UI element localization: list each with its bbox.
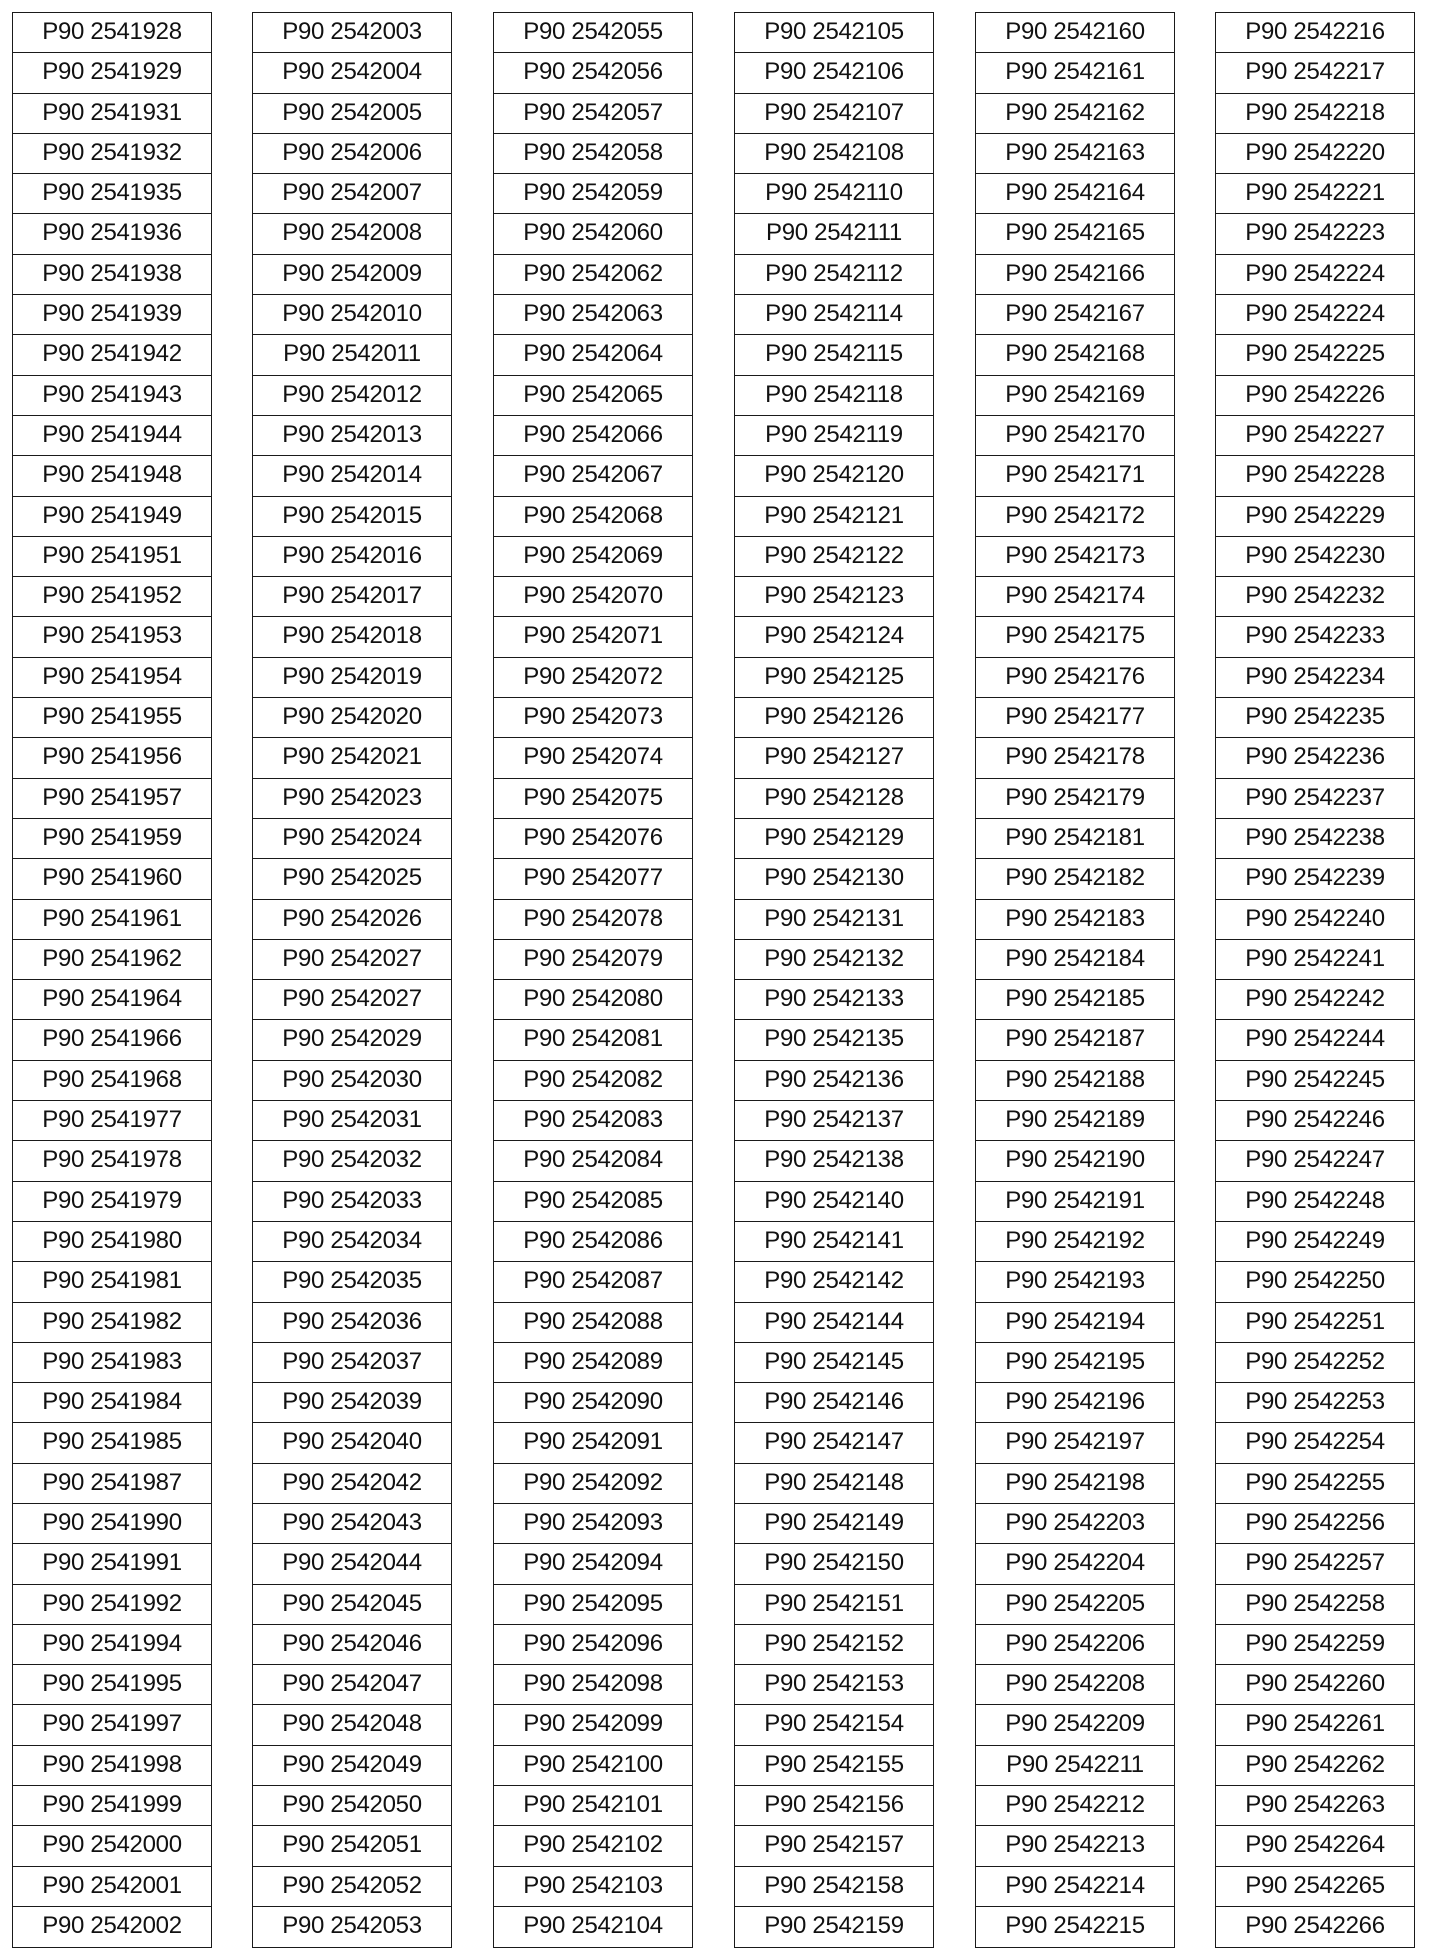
code-column-5 [975, 12, 1175, 1948]
code-cell: P90 2542187 [976, 1020, 1174, 1060]
code-cell: P90 2542069 [494, 537, 692, 577]
code-cell: P90 2542174 [976, 577, 1174, 617]
code-cell: P90 2542090 [494, 1383, 692, 1423]
code-cell: P90 2542176 [976, 658, 1174, 698]
code-cell: P90 2541931 [13, 94, 211, 134]
code-cell: P90 2542155 [735, 1746, 933, 1786]
code-cell: P90 2542258 [1216, 1585, 1414, 1625]
code-cell: P90 2542262 [1216, 1746, 1414, 1786]
code-cell: P90 2541977 [13, 1101, 211, 1141]
code-cell: P90 2541985 [13, 1423, 211, 1463]
code-cell: P90 2542259 [1216, 1625, 1414, 1665]
code-cell: P90 2542227 [1216, 416, 1414, 456]
code-cell: P90 2542249 [1216, 1222, 1414, 1262]
code-cell: P90 2541987 [13, 1464, 211, 1504]
code-cell: P90 2542052 [253, 1867, 451, 1907]
code-cell: P90 2542065 [494, 376, 692, 416]
code-cell: P90 2542168 [976, 335, 1174, 375]
code-cell: P90 2542031 [253, 1101, 451, 1141]
code-cell: P90 2542119 [735, 416, 933, 456]
code-cell: P90 2542064 [494, 335, 692, 375]
code-cell: P90 2542085 [494, 1182, 692, 1222]
code-cell: P90 2542035 [253, 1262, 451, 1302]
code-cell: P90 2542040 [253, 1423, 451, 1463]
code-cell: P90 2542131 [735, 900, 933, 940]
code-cell: P90 2541982 [13, 1303, 211, 1343]
code-cell: P90 2542044 [253, 1544, 451, 1584]
code-cell: P90 2542193 [976, 1262, 1174, 1302]
code-cell: P90 2542224 [1216, 295, 1414, 335]
code-cell: P90 2542105 [735, 13, 933, 53]
code-cell: P90 2542144 [735, 1303, 933, 1343]
code-cell: P90 2542215 [1005, 1911, 1145, 1939]
code-cell: P90 2542161 [976, 53, 1174, 93]
code-cell: P90 2542127 [735, 738, 933, 778]
code-cell: P90 2541991 [13, 1544, 211, 1584]
code-cell: P90 2541944 [13, 416, 211, 456]
code-cell: P90 2542079 [494, 940, 692, 980]
code-cell: P90 2542060 [494, 214, 692, 254]
code-cell: P90 2541935 [13, 174, 211, 214]
code-cell: P90 2542059 [494, 174, 692, 214]
code-cell: P90 2541932 [13, 134, 211, 174]
code-cell: P90 2542172 [976, 497, 1174, 537]
code-cell: P90 2542002 [42, 1911, 182, 1939]
code-cell: P90 2542046 [253, 1625, 451, 1665]
code-cell: P90 2542224 [1216, 255, 1414, 295]
code-cell: P90 2542037 [253, 1343, 451, 1383]
code-cell: P90 2542182 [976, 859, 1174, 899]
code-cell: P90 2541995 [13, 1665, 211, 1705]
code-cell: P90 2542000 [13, 1826, 211, 1866]
code-cell: P90 2542027 [253, 980, 451, 1020]
code-cell: P90 2542191 [976, 1182, 1174, 1222]
code-cell: P90 2542158 [735, 1867, 933, 1907]
code-cell: P90 2542206 [976, 1625, 1174, 1665]
code-cell: P90 2542261 [1216, 1705, 1414, 1745]
code-cell: P90 2541960 [13, 859, 211, 899]
code-cell: P90 2542220 [1216, 134, 1414, 174]
code-cell: P90 2542045 [253, 1585, 451, 1625]
code-cell: P90 2542189 [976, 1101, 1174, 1141]
code-cell: P90 2542244 [1216, 1020, 1414, 1060]
code-cell: P90 2542086 [494, 1222, 692, 1262]
code-cell: P90 2542241 [1216, 940, 1414, 980]
code-cell: P90 2542024 [253, 819, 451, 859]
code-cell: P90 2542175 [976, 617, 1174, 657]
code-cell: P90 2541959 [13, 819, 211, 859]
code-cell: P90 2542014 [253, 456, 451, 496]
code-cell: P90 2542225 [1216, 335, 1414, 375]
code-cell: P90 2542103 [494, 1867, 692, 1907]
code-cell: P90 2542213 [976, 1826, 1174, 1866]
code-cell: P90 2542229 [1216, 497, 1414, 537]
code-cell: P90 2542236 [1216, 738, 1414, 778]
code-cell: P90 2542190 [976, 1141, 1174, 1181]
code-cell: P90 2542188 [976, 1061, 1174, 1101]
code-cell: P90 2542195 [976, 1343, 1174, 1383]
code-cell: P90 2542228 [1216, 456, 1414, 496]
code-cell: P90 2542234 [1216, 658, 1414, 698]
code-cell: P90 2541939 [13, 295, 211, 335]
code-cell: P90 2542036 [253, 1303, 451, 1343]
code-cell: P90 2542183 [976, 900, 1174, 940]
code-cell: P90 2541943 [13, 376, 211, 416]
code-cell: P90 2542093 [494, 1504, 692, 1544]
code-cell: P90 2542124 [735, 617, 933, 657]
code-cell: P90 2542197 [976, 1423, 1174, 1463]
code-cell: P90 2542177 [976, 698, 1174, 738]
code-cell: P90 2542071 [494, 617, 692, 657]
code-cell: P90 2541981 [13, 1262, 211, 1302]
code-cell: P90 2542266 [1245, 1911, 1385, 1939]
code-cell: P90 2541984 [13, 1383, 211, 1423]
code-cell: P90 2541997 [13, 1705, 211, 1745]
code-cell: P90 2542132 [735, 940, 933, 980]
code-cell: P90 2542185 [976, 980, 1174, 1020]
code-cell: P90 2542025 [253, 859, 451, 899]
code-cell: P90 2542171 [976, 456, 1174, 496]
code-cell: P90 2542082 [494, 1061, 692, 1101]
code-cell: P90 2542152 [735, 1625, 933, 1665]
code-cell: P90 2542194 [976, 1303, 1174, 1343]
code-cell: P90 2541953 [13, 617, 211, 657]
code-cell: P90 2542212 [976, 1786, 1174, 1826]
code-cell: P90 2542138 [735, 1141, 933, 1181]
code-cell: P90 2542106 [735, 53, 933, 93]
code-cell: P90 2542055 [494, 13, 692, 53]
code-cell: P90 2542153 [735, 1665, 933, 1705]
code-cell: P90 2542019 [253, 658, 451, 698]
code-cell: P90 2541964 [13, 980, 211, 1020]
code-cell: P90 2542126 [735, 698, 933, 738]
code-cell: P90 2541949 [13, 497, 211, 537]
code-cell: P90 2542021 [253, 738, 451, 778]
code-cell: P90 2542092 [494, 1464, 692, 1504]
code-cell: P90 2542216 [1216, 13, 1414, 53]
code-cell: P90 2542130 [735, 859, 933, 899]
code-cell: P90 2542051 [253, 1826, 451, 1866]
code-cell: P90 2542102 [494, 1826, 692, 1866]
code-cell: P90 2542128 [735, 779, 933, 819]
code-cell: P90 2541962 [13, 940, 211, 980]
code-cell: P90 2542167 [976, 295, 1174, 335]
code-cell: P90 2542135 [735, 1020, 933, 1060]
code-cell: P90 2542264 [1216, 1826, 1414, 1866]
code-cell: P90 2542058 [494, 134, 692, 174]
code-cell: P90 2542265 [1216, 1867, 1414, 1907]
code-cell: P90 2541957 [13, 779, 211, 819]
code-cell: P90 2542263 [1216, 1786, 1414, 1826]
code-cell: P90 2542072 [494, 658, 692, 698]
code-cell: P90 2542208 [976, 1665, 1174, 1705]
code-cell: P90 2541978 [13, 1141, 211, 1181]
code-cell: P90 2542001 [13, 1867, 211, 1907]
code-cell: P90 2542223 [1216, 214, 1414, 254]
code-cell: P90 2541980 [13, 1222, 211, 1262]
code-cell: P90 2542160 [976, 13, 1174, 53]
code-cell: P90 2542063 [494, 295, 692, 335]
code-cell: P90 2542165 [976, 214, 1174, 254]
code-cell: P90 2542137 [735, 1101, 933, 1141]
code-cell: P90 2542023 [253, 779, 451, 819]
code-cell: P90 2542003 [253, 13, 451, 53]
code-cell: P90 2542255 [1216, 1464, 1414, 1504]
code-cell: P90 2542151 [735, 1585, 933, 1625]
code-cell: P90 2542088 [494, 1303, 692, 1343]
code-cell: P90 2542147 [735, 1423, 933, 1463]
code-cell: P90 2542179 [976, 779, 1174, 819]
code-cell: P90 2541951 [13, 537, 211, 577]
code-cell: P90 2542111 [735, 214, 933, 254]
code-cell: P90 2542009 [253, 255, 451, 295]
code-cell: P90 2542096 [494, 1625, 692, 1665]
code-cell: P90 2542230 [1216, 537, 1414, 577]
code-cell: P90 2542095 [494, 1585, 692, 1625]
code-cell: P90 2542016 [253, 537, 451, 577]
code-cell: P90 2542018 [253, 617, 451, 657]
code-cell: P90 2541990 [13, 1504, 211, 1544]
code-cell: P90 2542181 [976, 819, 1174, 859]
code-cell: P90 2542217 [1216, 53, 1414, 93]
code-cell: P90 2542084 [494, 1141, 692, 1181]
code-cell: P90 2541955 [13, 698, 211, 738]
code-cell: P90 2541936 [13, 214, 211, 254]
code-cell: P90 2542121 [735, 497, 933, 537]
code-cell: P90 2542110 [735, 174, 933, 214]
code-cell: P90 2542094 [494, 1544, 692, 1584]
code-cell: P90 2541992 [13, 1585, 211, 1625]
code-cell: P90 2542142 [735, 1262, 933, 1302]
code-cell: P90 2542004 [253, 53, 451, 93]
code-cell: P90 2542252 [1216, 1343, 1414, 1383]
code-cell: P90 2542100 [494, 1746, 692, 1786]
code-cell: P90 2542154 [735, 1705, 933, 1745]
code-cell: P90 2542005 [253, 94, 451, 134]
code-cell: P90 2542149 [735, 1504, 933, 1544]
code-cell: P90 2542129 [735, 819, 933, 859]
code-cell: P90 2541938 [13, 255, 211, 295]
code-cell: P90 2541952 [13, 577, 211, 617]
code-cell: P90 2542104 [523, 1911, 663, 1939]
code-cell: P90 2542221 [1216, 174, 1414, 214]
code-cell: P90 2542068 [494, 497, 692, 537]
code-cell: P90 2542218 [1216, 94, 1414, 134]
code-cell: P90 2542029 [253, 1020, 451, 1060]
code-cell: P90 2541994 [13, 1625, 211, 1665]
code-cell: P90 2542250 [1216, 1262, 1414, 1302]
code-cell: P90 2542042 [253, 1464, 451, 1504]
code-cell: P90 2542091 [494, 1423, 692, 1463]
code-cell: P90 2542020 [253, 698, 451, 738]
code-column-1 [12, 12, 212, 1948]
code-cell: P90 2542203 [976, 1504, 1174, 1544]
code-cell: P90 2542226 [1216, 376, 1414, 416]
code-cell: P90 2542043 [253, 1504, 451, 1544]
code-cell: P90 2542251 [1216, 1303, 1414, 1343]
code-cell: P90 2542237 [1216, 779, 1414, 819]
code-cell: P90 2542006 [253, 134, 451, 174]
code-cell: P90 2542101 [494, 1786, 692, 1826]
code-cell: P90 2542089 [494, 1343, 692, 1383]
code-cell: P90 2542257 [1216, 1544, 1414, 1584]
code-cell: P90 2541942 [13, 335, 211, 375]
code-cell: P90 2542112 [735, 255, 933, 295]
code-cell: P90 2542026 [253, 900, 451, 940]
code-cell: P90 2542125 [735, 658, 933, 698]
code-cell: P90 2542256 [1216, 1504, 1414, 1544]
code-cell: P90 2542087 [494, 1262, 692, 1302]
code-cell: P90 2541928 [13, 13, 211, 53]
code-cell: P90 2541983 [13, 1343, 211, 1383]
code-cell: P90 2542017 [253, 577, 451, 617]
code-cell: P90 2542066 [494, 416, 692, 456]
code-cell: P90 2542166 [976, 255, 1174, 295]
code-cell: P90 2541948 [13, 456, 211, 496]
code-cell: P90 2542198 [976, 1464, 1174, 1504]
code-cell: P90 2542048 [253, 1705, 451, 1745]
code-cell: P90 2542057 [494, 94, 692, 134]
code-cell: P90 2542173 [976, 537, 1174, 577]
code-cell: P90 2542140 [735, 1182, 933, 1222]
code-cell: P90 2542242 [1216, 980, 1414, 1020]
code-cell: P90 2542163 [976, 134, 1174, 174]
code-cell: P90 2542053 [282, 1911, 422, 1939]
code-cell: P90 2542211 [976, 1746, 1174, 1786]
code-cell: P90 2542238 [1216, 819, 1414, 859]
code-cell: P90 2542049 [253, 1746, 451, 1786]
code-cell: P90 2542075 [494, 779, 692, 819]
code-cell: P90 2541966 [13, 1020, 211, 1060]
code-cell: P90 2542253 [1216, 1383, 1414, 1423]
code-cell: P90 2542123 [735, 577, 933, 617]
code-cell: P90 2541998 [13, 1746, 211, 1786]
code-cell: P90 2542248 [1216, 1182, 1414, 1222]
code-cell: P90 2542245 [1216, 1061, 1414, 1101]
code-cell: P90 2541956 [13, 738, 211, 778]
code-cell: P90 2542239 [1216, 859, 1414, 899]
code-cell: P90 2542118 [735, 376, 933, 416]
code-cell: P90 2542133 [735, 980, 933, 1020]
code-cell: P90 2542209 [976, 1705, 1174, 1745]
code-cell: P90 2542015 [253, 497, 451, 537]
code-cell: P90 2542067 [494, 456, 692, 496]
code-cell: P90 2542050 [253, 1786, 451, 1826]
code-cell: P90 2542159 [764, 1911, 904, 1939]
code-cell: P90 2542034 [253, 1222, 451, 1262]
code-cell: P90 2542169 [976, 376, 1174, 416]
code-cell: P90 2542240 [1216, 900, 1414, 940]
code-cell: P90 2542039 [253, 1383, 451, 1423]
code-cell: P90 2542164 [976, 174, 1174, 214]
code-cell: P90 2542170 [976, 416, 1174, 456]
code-cell: P90 2542073 [494, 698, 692, 738]
code-cell: P90 2542232 [1216, 577, 1414, 617]
code-cell: P90 2542074 [494, 738, 692, 778]
code-cell: P90 2542235 [1216, 698, 1414, 738]
code-column-4 [734, 12, 934, 1948]
code-cell: P90 2541929 [13, 53, 211, 93]
code-cell: P90 2542162 [976, 94, 1174, 134]
code-cell: P90 2541999 [13, 1786, 211, 1826]
code-cell: P90 2542204 [976, 1544, 1174, 1584]
code-cell: P90 2542246 [1216, 1101, 1414, 1141]
code-cell: P90 2542114 [735, 295, 933, 335]
code-cell: P90 2542011 [253, 335, 451, 375]
code-cell: P90 2542156 [735, 1786, 933, 1826]
code-cell: P90 2542247 [1216, 1141, 1414, 1181]
code-cell: P90 2542108 [735, 134, 933, 174]
code-cell: P90 2542148 [735, 1464, 933, 1504]
code-cell: P90 2542214 [976, 1867, 1174, 1907]
code-cell: P90 2542083 [494, 1101, 692, 1141]
code-cell: P90 2542107 [735, 94, 933, 134]
code-cell: P90 2542070 [494, 577, 692, 617]
code-cell: P90 2542192 [976, 1222, 1174, 1262]
code-cell: P90 2542076 [494, 819, 692, 859]
code-cell: P90 2542078 [494, 900, 692, 940]
code-cell: P90 2542056 [494, 53, 692, 93]
code-cell: P90 2542141 [735, 1222, 933, 1262]
code-cell: P90 2542254 [1216, 1423, 1414, 1463]
code-cell: P90 2542233 [1216, 617, 1414, 657]
code-cell: P90 2541954 [13, 658, 211, 698]
code-cell: P90 2542013 [253, 416, 451, 456]
code-cell: P90 2542007 [253, 174, 451, 214]
code-cell: P90 2542081 [494, 1020, 692, 1060]
code-cell: P90 2542120 [735, 456, 933, 496]
code-cell: P90 2542136 [735, 1061, 933, 1101]
code-cell: P90 2542008 [253, 214, 451, 254]
code-cell: P90 2542032 [253, 1141, 451, 1181]
code-cell: P90 2542150 [735, 1544, 933, 1584]
code-column-6 [1215, 12, 1415, 1948]
code-column-3 [493, 12, 693, 1948]
code-cell: P90 2542012 [253, 376, 451, 416]
code-cell: P90 2542010 [253, 295, 451, 335]
code-cell: P90 2542205 [976, 1585, 1174, 1625]
code-cell: P90 2542077 [494, 859, 692, 899]
code-cell: P90 2542033 [253, 1182, 451, 1222]
code-cell: P90 2542196 [976, 1383, 1174, 1423]
code-cell: P90 2542099 [494, 1705, 692, 1745]
code-cell: P90 2542062 [494, 255, 692, 295]
code-cell: P90 2541979 [13, 1182, 211, 1222]
code-cell: P90 2542178 [976, 738, 1174, 778]
code-cell: P90 2542030 [253, 1061, 451, 1101]
code-cell: P90 2542184 [976, 940, 1174, 980]
code-cell: P90 2542047 [253, 1665, 451, 1705]
code-cell: P90 2542146 [735, 1383, 933, 1423]
code-cell: P90 2542080 [494, 980, 692, 1020]
code-cell: P90 2542260 [1216, 1665, 1414, 1705]
code-cell: P90 2541968 [13, 1061, 211, 1101]
code-cell: P90 2542157 [735, 1826, 933, 1866]
code-cell: P90 2542122 [735, 537, 933, 577]
code-cell: P90 2542098 [494, 1665, 692, 1705]
code-column-2 [252, 12, 452, 1948]
code-cell: P90 2541961 [13, 900, 211, 940]
code-cell: P90 2542115 [735, 335, 933, 375]
code-cell: P90 2542027 [253, 940, 451, 980]
code-cell: P90 2542145 [735, 1343, 933, 1383]
